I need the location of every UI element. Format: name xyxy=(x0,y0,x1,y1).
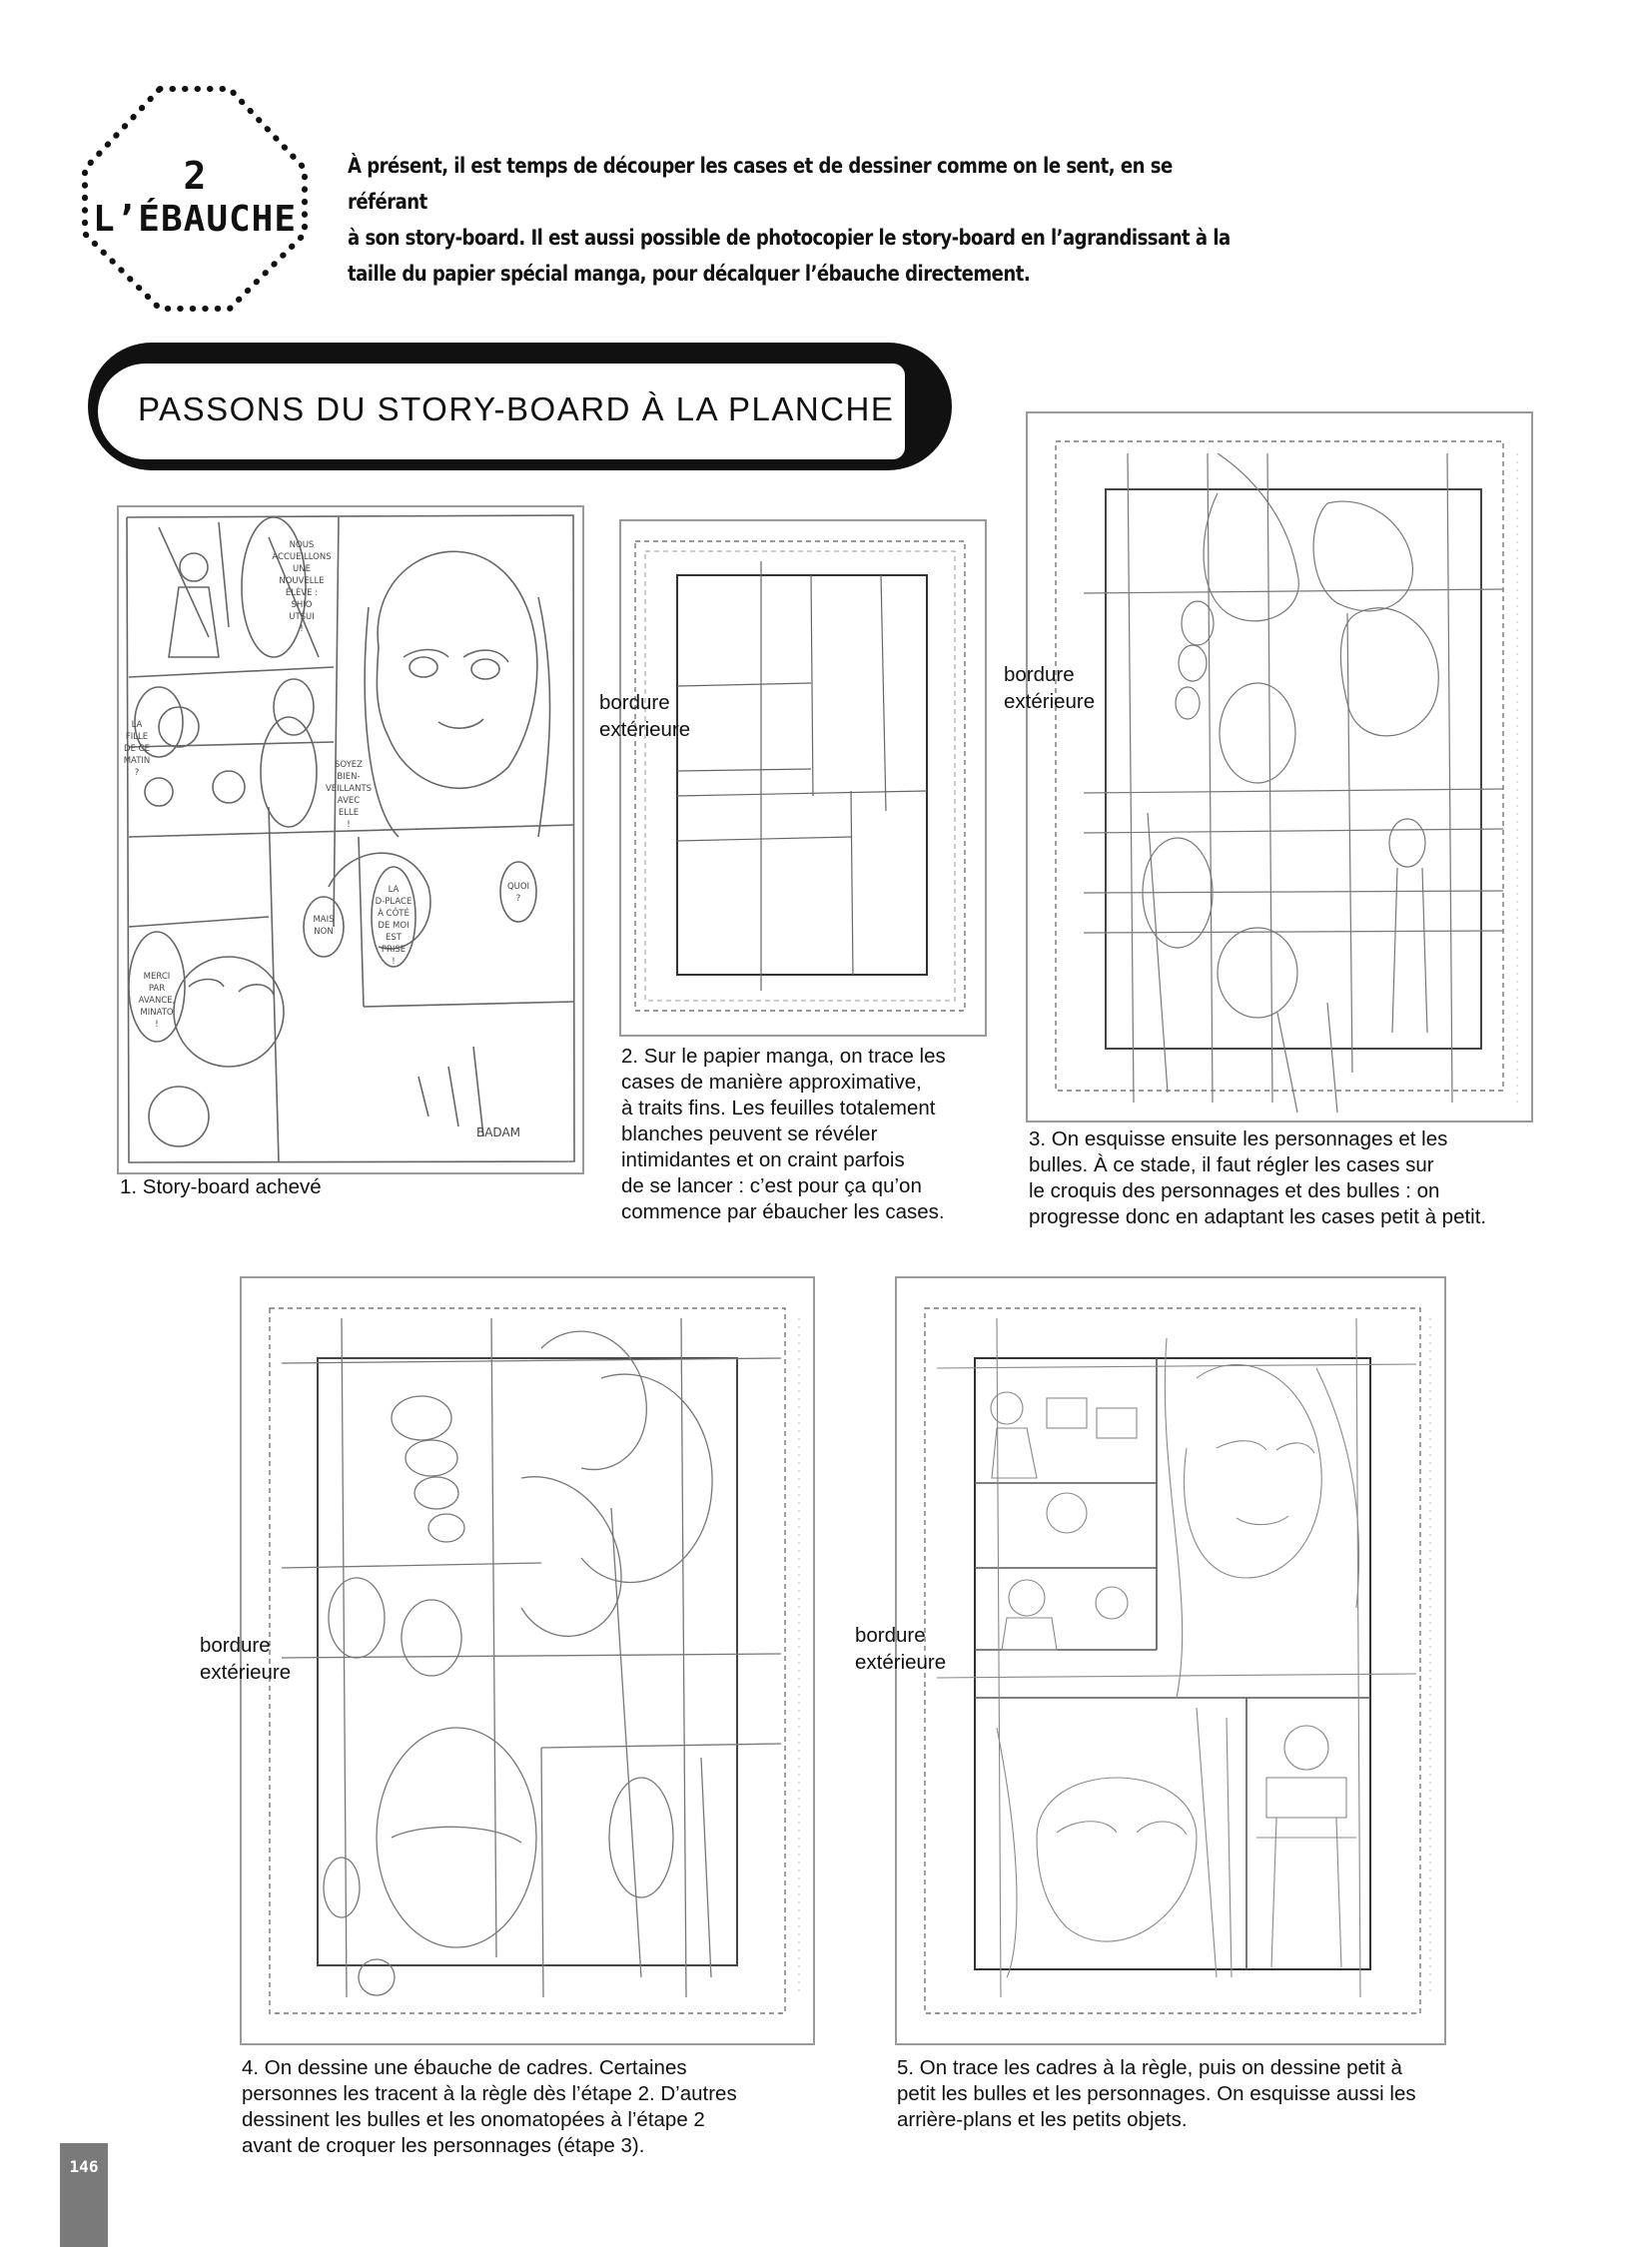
sketch-text: MAIS xyxy=(313,915,335,925)
border-label: bordure extérieure xyxy=(1004,663,1096,713)
intro-line: À présent, il est temps de découper les cases et de dessiner comme on le sent, en se référant xyxy=(348,154,1173,214)
intro-line: à son story-board. Il est aussi possible de photocopier le story-board en l’agrandissant à la xyxy=(348,226,1231,250)
sketch-text: NON xyxy=(314,927,334,937)
caption-line: petit les bulles et les personnages. On esquisse aussi les xyxy=(897,2082,1416,2105)
caption-line: commence par ébaucher les cases. xyxy=(621,1200,945,1223)
sketch-text: À CÔTÉ xyxy=(378,909,410,919)
character-bubble-sketch xyxy=(1028,413,1531,1121)
caption-line: 1. Story-board achevé xyxy=(120,1175,322,1198)
step-4-caption xyxy=(242,2055,737,2159)
step-1-caption xyxy=(120,1174,322,1200)
frame-draft-sketch xyxy=(242,1278,813,2043)
sketch-text: PRISE xyxy=(381,945,407,955)
caption-line: cases de manière approximative, xyxy=(621,1071,922,1094)
sketch-text: MATIN xyxy=(123,756,151,766)
sketch-text: ÉLÈVE : xyxy=(285,588,319,598)
sketch-text: UTSUI xyxy=(289,612,315,622)
sketch-text: AVANCE, xyxy=(138,996,176,1006)
sketch-text: SHIO xyxy=(291,600,313,610)
sketch-text: SOYEZ xyxy=(334,760,364,770)
caption-line: intimidantes et on craint parfois xyxy=(621,1148,905,1171)
step-5-caption xyxy=(897,2055,1416,2133)
caption-line: progresse donc en adaptant les cases petit à petit. xyxy=(1029,1205,1487,1228)
sketch-text: NOUVELLE xyxy=(279,576,325,586)
sketch-text: UNE xyxy=(293,564,311,574)
step-number: 2 xyxy=(183,154,207,198)
step-badge xyxy=(80,84,310,314)
caption-line: blanches peuvent se révéler xyxy=(621,1123,878,1145)
caption-line: arrière-plans et les petits objets. xyxy=(897,2108,1188,2131)
border-label: bordure extérieure xyxy=(599,691,691,741)
sketch-text: LA xyxy=(131,720,143,730)
sketch-text: VEILLANTS xyxy=(325,784,373,794)
border-label: bordure extérieure xyxy=(855,1624,947,1674)
sketch-text: FILLE xyxy=(125,732,149,742)
sketch-text: ! xyxy=(347,820,351,830)
sketch-text: ! xyxy=(155,1020,159,1030)
intro-paragraph xyxy=(348,148,1240,292)
sketch-text: NOUS xyxy=(289,540,315,550)
step-title: L’ÉBAUCHE xyxy=(92,199,298,240)
sketch-text: ELLE xyxy=(338,808,360,818)
storyboard-sketch xyxy=(117,505,584,1174)
border-label: bordure extérieure xyxy=(200,1634,292,1684)
caption-line: bulles. À ce stade, il faut régler les cases sur xyxy=(1029,1153,1434,1176)
sketch-text: LA xyxy=(388,885,400,895)
sketch-text: BADAM xyxy=(475,1125,521,1139)
step-2-page xyxy=(619,519,987,1037)
sketch-text: DE CE xyxy=(124,744,150,754)
step-3-page xyxy=(1026,411,1533,1123)
caption-line: 4. On dessine une ébauche de cadres. Certaines xyxy=(242,2056,687,2079)
sketch-text: AVEC xyxy=(337,796,361,806)
page-number: 146 xyxy=(69,2157,99,2176)
sketch-text: QUOI xyxy=(506,882,530,892)
sketch-text: MERCI xyxy=(143,972,171,982)
step-2-caption xyxy=(621,1044,946,1225)
caption-line: à traits fins. Les feuilles totalement xyxy=(621,1097,936,1120)
section-title: PASSONS DU STORY-BOARD À LA PLANCHE xyxy=(138,390,895,427)
caption-line: de se lancer : c’est pour ça qu’on xyxy=(621,1174,922,1197)
panel-layout-sketch xyxy=(621,521,985,1035)
sketch-text: ! xyxy=(300,624,304,634)
caption-line: 5. On trace les cadres à la règle, puis on dessine petit à xyxy=(897,2056,1402,2079)
caption-line: avant de croquer les personnages (étape 3). xyxy=(242,2134,645,2157)
step-5-page xyxy=(895,1276,1446,2045)
caption-line: dessinent les bulles et les onomatopées à l’étape 2 xyxy=(242,2108,705,2131)
storyboard-drawing xyxy=(119,507,582,1172)
caption-line: 2. Sur le papier manga, on trace les xyxy=(621,1045,946,1068)
intro-line: taille du papier spécial manga, pour décalquer l’ébauche directement. xyxy=(348,262,1031,286)
caption-line: 3. On esquisse ensuite les personnages et les xyxy=(1029,1127,1448,1150)
sketch-text: ACCUEILLONS xyxy=(272,552,332,562)
sketch-text: ? xyxy=(134,768,140,778)
step-4-page xyxy=(240,1276,815,2045)
caption-line: le croquis des personnages et des bulles : on xyxy=(1029,1179,1440,1202)
sketch-text: MINATO xyxy=(140,1008,174,1018)
step-3-caption xyxy=(1029,1126,1486,1230)
sketch-text: D-PLACE xyxy=(375,897,413,907)
sketch-text: ? xyxy=(515,894,521,904)
sketch-text: ! xyxy=(392,957,396,967)
sketch-text: DE MOI xyxy=(378,921,410,931)
sketch-text: BIEN- xyxy=(337,772,361,782)
ruled-frames-sketch xyxy=(897,1278,1444,2043)
caption-line: personnes les tracent à la règle dès l’étape 2. D’autres xyxy=(242,2082,737,2105)
sketch-text: EST xyxy=(386,933,402,943)
sketch-text: PAR xyxy=(148,984,166,994)
